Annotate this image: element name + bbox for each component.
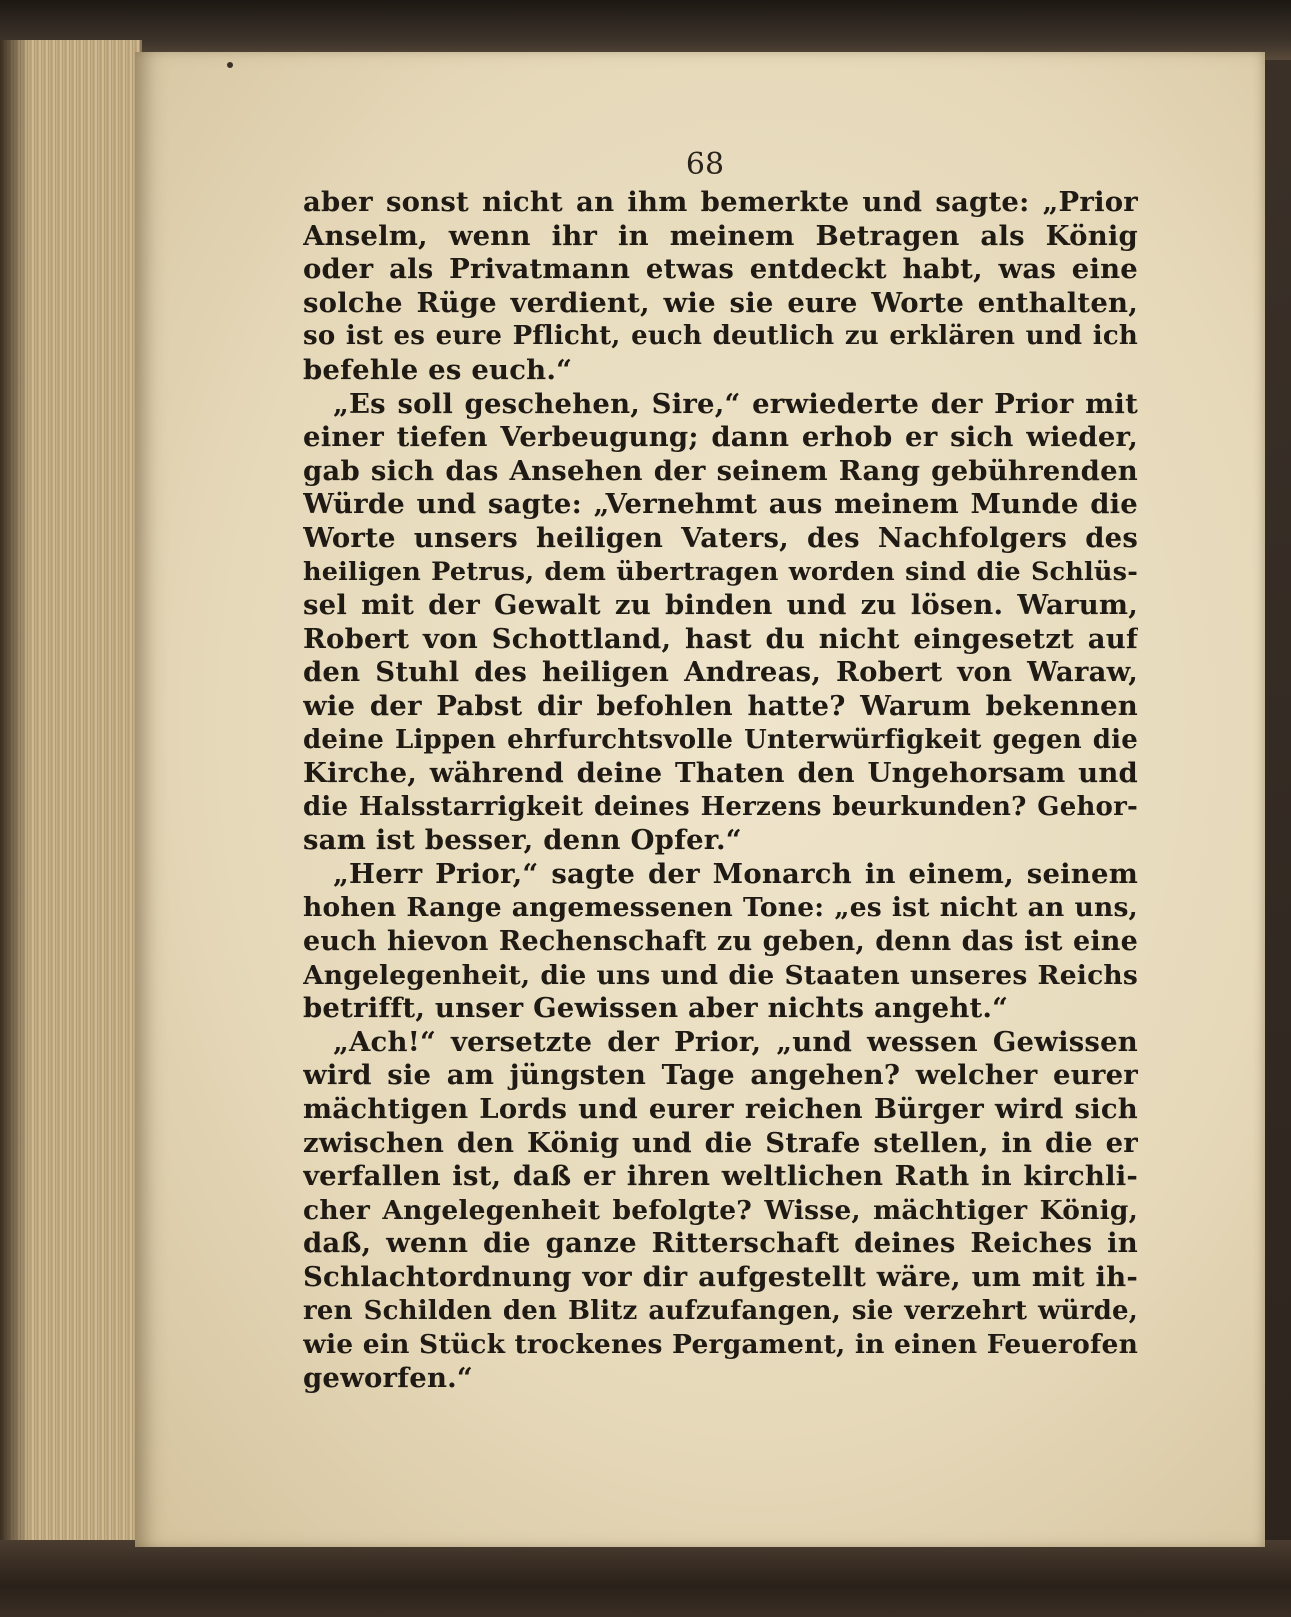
text-line: so ist es eure Pflicht, euch deutlich zu erklären und ich (303, 321, 1138, 352)
text-line: daß, wenn die ganze Ritterschaft deines Reiches in (303, 1227, 1138, 1260)
text-line: euch hievon Rechenschaft zu geben, denn das ist eine (303, 926, 1138, 958)
text-line: mächtigen Lords und eurer reichen Bürger wird sich (303, 1093, 1138, 1126)
text-line: deine Lippen ehrfurchtsvolle Unterwürfigkeit gegen die (303, 724, 1138, 755)
text-line: Anselm, wenn ihr in meinem Betragen als König (303, 219, 1138, 252)
text-line: geworfen.“ (303, 1361, 473, 1394)
text-line: verfallen ist, daß er ihren weltlichen Rath in kirchli- (303, 1160, 1138, 1193)
book-page (135, 52, 1265, 1547)
text-line: aber sonst nicht an ihm bemerkte und sagte: „Prior (303, 186, 1138, 218)
text-line: heiligen Petrus, dem übertragen worden sind die Schlüs- (303, 556, 1138, 587)
text-line: solche Rüge verdient, wie sie eure Worte enthalten, (303, 286, 1138, 319)
text-line: den Stuhl des heiligen Andreas, Robert von Waraw, (303, 656, 1138, 689)
page-number: 68 (685, 147, 725, 182)
book-cover-bottom (0, 1540, 1291, 1617)
text-line: sam ist besser, denn Opfer.“ (303, 824, 742, 857)
text-line: betrifft, unser Gewissen aber nichts angeht.“ (303, 992, 1009, 1025)
text-line: Würde und sagte: „Vernehmt aus meinem Munde die (303, 488, 1138, 521)
text-line: „Ach!“ versetzte der Prior, „und wessen Gewissen (333, 1025, 1138, 1058)
text-line: die Halsstarrigkeit deines Herzens beurkunden? Gehor- (303, 791, 1138, 822)
text-line: oder als Privatmann etwas entdeckt habt, was eine (303, 253, 1138, 286)
text-line: wird sie am jüngsten Tage angehen? welcher eurer (303, 1059, 1138, 1092)
text-line: Worte unsers heiligen Vaters, des Nachfolgers des (303, 521, 1138, 554)
text-line: befehle es euch.“ (303, 353, 573, 386)
text-line: ren Schilden den Blitz aufzufangen, sie verzehrt würde, (303, 1295, 1138, 1326)
text-line: sel mit der Gewalt zu binden und zu lösen. Warum, (303, 589, 1138, 622)
text-line: „Es soll geschehen, Sire,“ erwiederte der Prior mit (333, 387, 1138, 420)
text-line: gab sich das Ansehen der seinem Rang gebührenden (303, 454, 1138, 487)
text-line: Angelegenheit, die uns und die Staaten unseres Reichs (303, 959, 1138, 991)
text-line: Schlachtordnung vor dir aufgestellt wäre, um mit ih- (303, 1261, 1138, 1293)
binding-shadow (0, 40, 30, 1550)
paper-speck (227, 62, 233, 68)
text-line: cher Angelegenheit befolgte? Wisse, mächtiger König, (303, 1194, 1138, 1226)
text-line: wie ein Stück trockenes Pergament, in einen Feuerofen (303, 1329, 1138, 1361)
text-line: zwischen den König und die Strafe stellen, in die er (303, 1126, 1138, 1159)
text-line: „Herr Prior,“ sagte der Monarch in einem, seinem (333, 857, 1138, 890)
book-cover-top (0, 0, 1291, 60)
text-line: Kirche, während deine Thaten den Ungehorsam und (303, 757, 1138, 790)
page-text (303, 186, 1138, 1395)
text-line: einer tiefen Verbeugung; dann erhob er sich wieder, (303, 421, 1138, 454)
text-line: Robert von Schottland, hast du nicht eingesetzt auf (303, 622, 1138, 655)
text-line: wie der Pabst dir befohlen hatte? Warum bekennen (303, 689, 1138, 722)
text-line: hohen Range angemessenen Tone: „es ist nicht an uns, (303, 892, 1138, 924)
